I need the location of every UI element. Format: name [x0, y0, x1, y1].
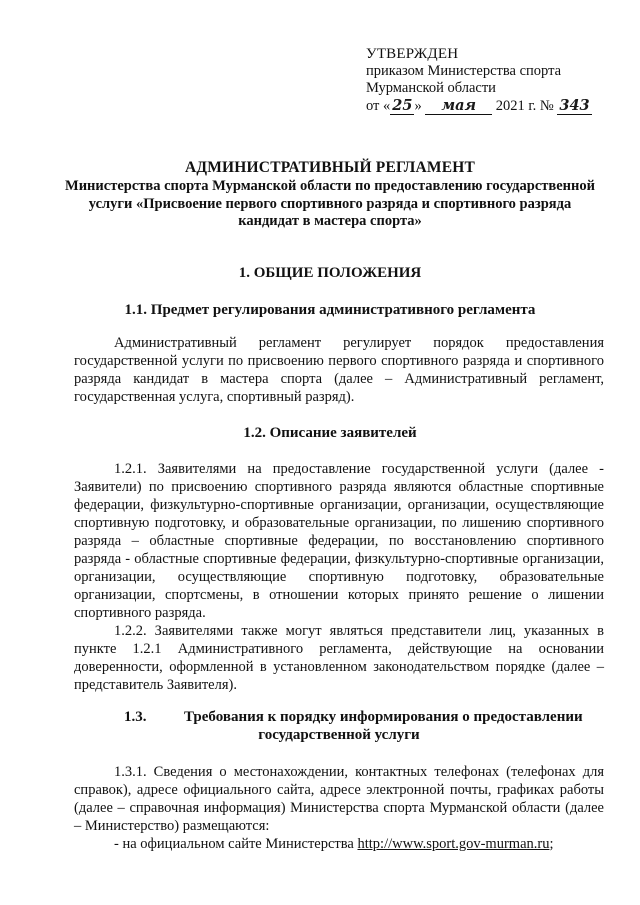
approval-title: УТВЕРЖДЕН: [366, 46, 459, 62]
date-mid: »: [414, 98, 422, 114]
date-prefix: от «: [366, 98, 391, 114]
approval-region: Мурманской области: [366, 80, 496, 96]
section-1-2-heading: 1.2. Описание заявителей: [243, 425, 417, 441]
date-month: мая: [425, 97, 492, 115]
section-1-3-1-text: 1.3.1. Сведения о местонахождении, контактных телефонах (телефонах для справок), адресе официального сайта, адресе электронной почты, графиках работы (далее – справочная информация) Министерства спорта Мурманской области (далее – Министерство) размещаются:: [74, 764, 604, 834]
section-1-2-1-text: 1.2.1. Заявителями на предоставление государственной услуги (далее - Заявители) по присвоению спортивного разряда являются областные спортивные федерации, физкультурно-спортивные организации, организации, осуществляющие спортивную подготовку, и образовательные организации, по лишению спортивного разряда – областные спортивные федерации, по восстановлению спортивного разряда - областные спортивные федерации, физкультурно-спортивные организации, организации, осуществляющие спортивную подготовку, образовательные организации, спортсмены, в отношении которых принято решение о лишении спортивного разряда.: [74, 461, 604, 621]
title-main: АДМИНИСТРАТИВНЫЙ РЕГЛАМЕНТ: [184, 159, 476, 176]
order-number: 343: [559, 97, 590, 114]
document-title: [60, 158, 600, 231]
ministry-website-link[interactable]: http://www.sport.gov-murman.ru: [357, 836, 550, 852]
approval-stamp: [366, 46, 592, 115]
section-1-3-heading-line1: Требования к порядку информирования о предоставлении: [184, 709, 583, 725]
section-1-3-heading-line2: государственной услуги: [258, 727, 420, 743]
section-1-3-1-website: [74, 835, 604, 853]
website-suffix: ;: [549, 836, 554, 852]
section-1-1-text: Административный регламент регулирует порядок предоставления государственной услуги по присвоению первого спортивного разряда и спортивного разряда кандидат в мастера спорта (далее – Административный регламент, государственная услуга, спортивный разряд).: [74, 335, 604, 405]
section-1-3-number: 1.3.: [124, 709, 147, 725]
section-1-1-heading: 1.1. Предмет регулирования административного регламента: [124, 302, 536, 318]
website-prefix: - на официальном сайте Министерства: [114, 836, 358, 852]
date-year: 2021 г. №: [495, 98, 554, 114]
approval-order: приказом Министерства спорта: [366, 63, 562, 79]
section-1-heading: 1. ОБЩИЕ ПОЛОЖЕНИЯ: [238, 265, 422, 281]
title-subtitle: Министерства спорта Мурманской области по предоставлению государственной услуги «Присвоение первого спортивного разряда и спортивного разряда кандидат в мастера спорта»: [65, 178, 595, 229]
date-day: 25: [392, 97, 413, 114]
section-1-2-2-text: 1.2.2. Заявителями также могут являться представители лиц, указанных в пункте 1.2.1 Административного регламента, действующие на основании доверенности, оформленной в установленном законодательством порядке (далее – представитель Заявителя).: [74, 623, 604, 693]
approval-date: [366, 97, 592, 115]
